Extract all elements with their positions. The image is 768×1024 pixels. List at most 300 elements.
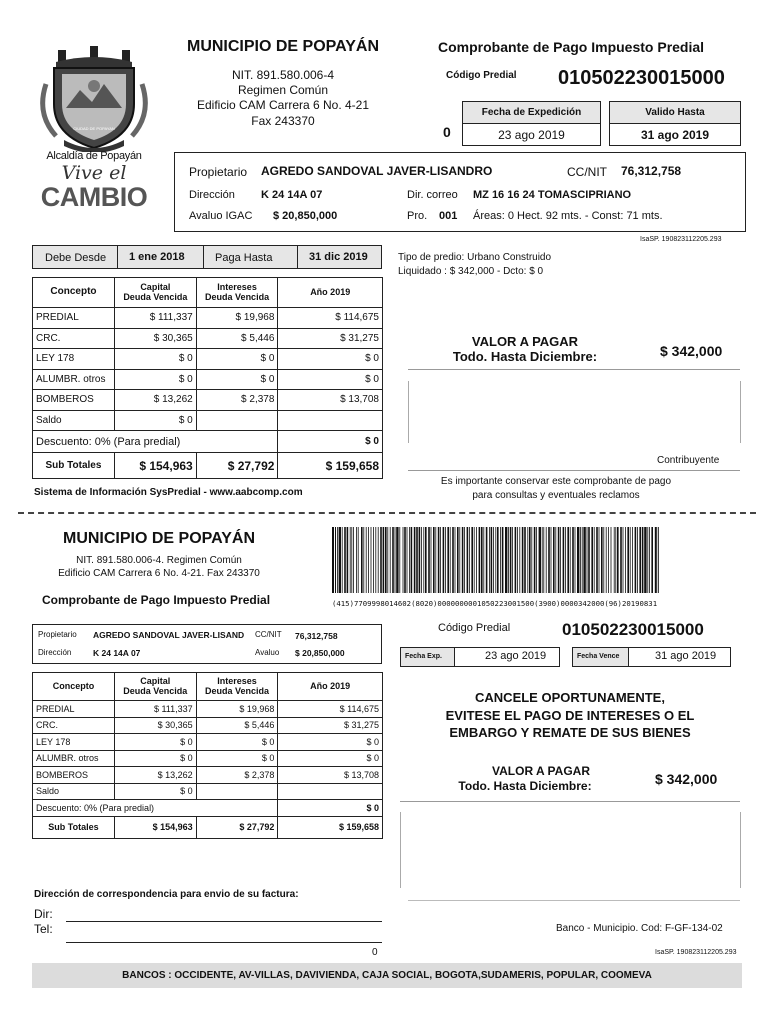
cell: $ 19,968	[196, 701, 278, 718]
avaluo-label: Avaluo IGAC	[189, 210, 253, 222]
table-row	[33, 369, 383, 390]
barcode-bar	[428, 527, 430, 593]
barcode-bar	[603, 527, 604, 593]
barcode-bar	[469, 527, 470, 593]
barcode-bar	[647, 527, 648, 593]
row-label: Saldo	[33, 410, 115, 431]
barcode-bar	[553, 527, 555, 593]
barcode-bar	[464, 527, 465, 593]
barcode-bar	[459, 527, 460, 593]
barcode-bar	[567, 527, 569, 593]
barcode-bar	[495, 527, 496, 593]
barcode-bar	[565, 527, 566, 593]
table-row	[33, 390, 383, 411]
subtotal-capital: $ 154,963	[114, 816, 196, 838]
barcode-bar	[543, 527, 544, 593]
vive-label: Vive el	[61, 162, 127, 184]
barcode-bar	[591, 527, 593, 593]
row-label: PREDIAL	[33, 308, 115, 329]
banco-code: Banco - Municipio. Cod: F-GF-134-02	[556, 923, 723, 934]
fecha-exp-label: Fecha de Expedición	[463, 102, 600, 124]
barcode	[330, 527, 740, 597]
liquidacion-table-bottom	[32, 672, 383, 839]
barcode-bar	[583, 527, 585, 593]
barcode-bar	[368, 527, 369, 593]
barcode-bar	[476, 527, 477, 593]
cell: $ 0	[196, 734, 278, 751]
barcode-bar	[599, 527, 600, 593]
barcode-bar	[380, 527, 382, 593]
subtotal-capital: $ 154,963	[114, 453, 196, 479]
barcode-bar	[450, 527, 451, 593]
barcode-bar	[403, 527, 404, 593]
zero-bottom: 0	[372, 947, 378, 958]
barcode-bar	[601, 527, 603, 593]
barcode-bar	[440, 527, 441, 593]
barcode-bar	[489, 527, 490, 593]
bancos-footer: BANCOS : OCCIDENTE, AV-VILLAS, DAVIVIENDA, CAJA SOCIAL, BOGOTA,SUDAMERIS, POPULAR, COOMEVA	[32, 963, 742, 988]
barcode-bar	[536, 527, 537, 593]
barcode-bar	[582, 527, 583, 593]
cell: $ 0	[196, 369, 278, 390]
barcode-bar	[627, 527, 629, 593]
barcode-bar	[416, 527, 418, 593]
barcode-bar	[404, 527, 406, 593]
cell: $ 5,446	[196, 328, 278, 349]
cell: $ 114,675	[278, 701, 383, 718]
barcode-bar	[548, 527, 550, 593]
cell: $ 0	[196, 349, 278, 370]
barcode-bar	[637, 527, 638, 593]
cell: $ 31,275	[278, 717, 383, 734]
descuento-label: Descuento: 0% (Para predial)	[33, 800, 278, 817]
fecha-expedicion-box	[462, 101, 601, 146]
table-header	[33, 673, 383, 701]
cell: $ 111,337	[114, 701, 196, 718]
barcode-bar	[356, 527, 357, 593]
fecha-exp-box-bottom	[400, 647, 560, 667]
shield-text: CIUDAD DE POPAYAN	[73, 126, 115, 131]
barcode-bar	[431, 527, 432, 593]
barcode-bar	[534, 527, 536, 593]
cambio-label: CAMBIO	[40, 182, 148, 212]
propietario-value: AGREDO SANDOVAL JAVER-LISANDRO	[261, 164, 493, 178]
barcode-bar	[508, 527, 509, 593]
barcode-bar	[390, 527, 391, 593]
coat-of-arms-icon	[36, 44, 152, 152]
subtotal-anio: $ 159,658	[278, 453, 383, 479]
direccion-correspondencia: Dirección de correspondencia para envio de su factura:	[34, 889, 299, 900]
barcode-bar	[358, 527, 359, 593]
barcode-bar	[623, 527, 624, 593]
barcode-bar	[522, 527, 524, 593]
divider	[400, 801, 740, 802]
codigo-label: Código Predial	[446, 70, 517, 81]
paga-value: 31 dic 2019	[309, 251, 368, 263]
importante: Es importante conservar este comprobante de pago	[440, 476, 672, 487]
fecha-vence-box-bottom	[572, 647, 731, 667]
doc-title-bottom: Comprobante de Pago Impuesto Predial	[42, 593, 271, 607]
barcode-bar	[344, 527, 346, 593]
divider	[408, 381, 409, 443]
cell: $ 30,365	[114, 328, 196, 349]
row-label: LEY 178	[33, 349, 115, 370]
barcode-bar	[529, 527, 531, 593]
cell: $ 114,675	[278, 308, 383, 329]
barcode-bar	[639, 527, 641, 593]
ccnit-value: 76,312,758	[295, 631, 338, 641]
barcode-bar	[455, 527, 456, 593]
barcode-bar	[435, 527, 436, 593]
edificio-bottom: Edificio CAM Carrera 6 No. 4-21. Fax 243370	[58, 568, 260, 579]
col-concepto: Concepto	[33, 278, 115, 308]
cell: $ 0	[114, 783, 196, 800]
barcode-bar	[524, 527, 526, 593]
contribuyente-label: Contribuyente	[657, 455, 720, 466]
period-divider	[297, 246, 298, 268]
subtotal-label: Sub Totales	[33, 453, 115, 479]
cell: $ 0	[278, 750, 383, 767]
barcode-bar	[493, 527, 494, 593]
subtotal-anio: $ 159,658	[278, 816, 383, 838]
cell	[278, 783, 383, 800]
barcode-bar	[423, 527, 424, 593]
cell	[196, 410, 278, 431]
table-row	[33, 750, 383, 767]
period-row	[32, 245, 382, 269]
cell: $ 0	[278, 369, 383, 390]
barcode-bar	[383, 527, 385, 593]
cell	[196, 783, 278, 800]
col-anio: Año 2019	[278, 673, 383, 701]
barcode-bar	[373, 527, 374, 593]
barcode-bar	[644, 527, 646, 593]
sistema-label: Sistema de Información SysPredial - www.aabcomp.com	[34, 487, 303, 498]
barcode-bar	[471, 527, 473, 593]
cell: $ 19,968	[196, 308, 278, 329]
table-row	[33, 410, 383, 431]
ccnit-label: CC/NIT	[255, 630, 282, 639]
barcode-bar	[411, 527, 413, 593]
row-label: BOMBEROS	[33, 767, 115, 784]
valor-label-2: Todo. Hasta Diciembre:	[452, 349, 598, 364]
barcode-bar	[419, 527, 421, 593]
barcode-bar	[385, 527, 387, 593]
cell: $ 13,262	[114, 767, 196, 784]
dir-field[interactable]	[66, 921, 382, 922]
barcode-bar	[395, 527, 396, 593]
codigo-value: 010502230015000	[558, 67, 725, 89]
barcode-bar	[577, 527, 579, 593]
barcode-bar	[378, 527, 379, 593]
barcode-bar	[491, 527, 493, 593]
barcode-bar	[399, 527, 400, 593]
barcode-bar	[527, 527, 528, 593]
barcode-bar	[594, 527, 595, 593]
col-intereses: Intereses Deuda Vencida	[196, 278, 278, 308]
zero-label: 0	[443, 124, 451, 140]
cell: $ 13,708	[278, 767, 383, 784]
barcode-bar	[414, 527, 416, 593]
barcode-bar	[351, 527, 352, 593]
logo	[36, 44, 152, 216]
barcode-bar	[407, 527, 408, 593]
valor-amount-bottom: $ 342,000	[655, 771, 718, 787]
row-label: CRC.	[33, 717, 115, 734]
barcode-bar	[474, 527, 475, 593]
divider	[740, 812, 741, 888]
row-label: BOMBEROS	[33, 390, 115, 411]
barcode-bar	[481, 527, 483, 593]
direccion-value: K 24 14A 07	[93, 648, 141, 658]
barcode-bar	[467, 527, 469, 593]
subtotal-intereses: $ 27,792	[196, 816, 278, 838]
subtotal-label: Sub Totales	[33, 816, 115, 838]
row-label: CRC.	[33, 328, 115, 349]
barcode-bar	[396, 527, 398, 593]
barcode-bar	[350, 527, 351, 593]
cell: $ 5,446	[196, 717, 278, 734]
barcode-bar	[371, 527, 372, 593]
cell: $ 0	[114, 349, 196, 370]
descuento-row	[33, 431, 383, 453]
subtotal-intereses: $ 27,792	[196, 453, 278, 479]
row-label: ALUMBR. otros	[33, 369, 115, 390]
table-row	[33, 328, 383, 349]
dir-label: Dir:	[34, 907, 53, 921]
barcode-bar	[658, 527, 659, 593]
barcode-bar	[392, 527, 394, 593]
debe-label: Debe Desde	[45, 252, 107, 264]
barcode-bar	[337, 527, 338, 593]
propietario-label: Propietario	[38, 630, 77, 639]
cell: $ 0	[114, 750, 196, 767]
barcode-bar	[332, 527, 334, 593]
barcode-bar	[551, 527, 552, 593]
barcode-bar	[570, 527, 571, 593]
row-label: LEY 178	[33, 734, 115, 751]
cell: $ 2,378	[196, 390, 278, 411]
barcode-text: (415)7709998014602(8020)0000000001050223001500(3900)0000342000(96)20190831	[332, 599, 658, 608]
barcode-bar	[563, 527, 565, 593]
subtotal-row	[33, 453, 383, 479]
barcode-bar	[457, 527, 459, 593]
liquidacion-table	[32, 277, 383, 479]
cell: $ 111,337	[114, 308, 196, 329]
tipo-predio: Tipo de predio: Urbano Construido	[398, 252, 552, 263]
table-row	[33, 734, 383, 751]
barcode-bar	[655, 527, 657, 593]
cell	[278, 410, 383, 431]
table-header	[33, 278, 383, 308]
barcode-bar	[539, 527, 541, 593]
barcode-bar	[620, 527, 622, 593]
table-row	[33, 783, 383, 800]
barcode-bar	[500, 527, 501, 593]
direccion-label: Dirección	[38, 648, 72, 657]
fecha-vence-value-bottom: 31 ago 2019	[655, 650, 717, 662]
col-anio: Año 2019	[278, 278, 383, 308]
pro-label: Pro.	[407, 210, 428, 222]
barcode-bar	[596, 527, 598, 593]
municipio-title: MUNICIPIO DE POPAYÁN	[186, 38, 380, 55]
divider	[408, 369, 740, 370]
fecha-exp-label-bottom: Fecha Exp.	[401, 648, 455, 666]
barcode-bar	[606, 527, 607, 593]
barcode-bar	[519, 527, 520, 593]
barcode-bar	[353, 527, 354, 593]
col-concepto: Concepto	[33, 673, 115, 701]
avaluo-value: $ 20,850,000	[273, 210, 338, 222]
barcode-bar	[510, 527, 512, 593]
barcode-bar	[425, 527, 427, 593]
barcode-bar	[555, 527, 556, 593]
barcode-bar	[642, 527, 644, 593]
table-row	[33, 717, 383, 734]
barcode-bar	[342, 527, 343, 593]
cell: $ 0	[114, 734, 196, 751]
barcode-bar	[608, 527, 609, 593]
owner-box-bottom	[32, 624, 382, 664]
cancele-line-3: EMBARGO Y REMATE DE SUS BIENES	[449, 725, 691, 740]
divider	[408, 470, 740, 471]
barcode-bar	[339, 527, 341, 593]
table-row	[33, 767, 383, 784]
fecha-vence-label-bottom: Fecha Vence	[573, 648, 629, 666]
barcode-bar	[366, 527, 367, 593]
col-intereses: Intereses Deuda Vencida	[196, 673, 278, 701]
pro-value: 001	[439, 210, 458, 222]
valor-label-1-bottom: VALOR A PAGAR	[492, 764, 590, 778]
tel-label: Tel:	[34, 922, 53, 936]
valido-hasta-box	[609, 101, 741, 146]
ccnit-label: CC/NIT	[567, 165, 607, 179]
col-capital: Capital Deuda Vencida	[114, 278, 196, 308]
barcode-bar	[649, 527, 650, 593]
propietario-value: AGREDO SANDOVAL JAVER-LISAND	[93, 630, 245, 640]
cell: $ 0	[196, 750, 278, 767]
barcode-bar	[335, 527, 336, 593]
descuento-row	[33, 800, 383, 817]
descuento-value: $ 0	[278, 800, 383, 817]
barcode-bar	[502, 527, 504, 593]
barcode-bar	[347, 527, 349, 593]
table-row	[33, 349, 383, 370]
nit: NIT. 891.580.006-4	[231, 68, 335, 82]
barcode-bar	[512, 527, 513, 593]
barcode-bar	[433, 527, 435, 593]
avaluo-label: Avaluo	[255, 648, 280, 657]
barcode-bar	[614, 527, 615, 593]
barcode-bar	[375, 527, 376, 593]
barcode-bar	[531, 527, 532, 593]
valor-label-1: VALOR A PAGAR	[471, 334, 579, 349]
fecha-exp-value: 23 ago 2019	[498, 128, 565, 142]
municipio-title-bottom: MUNICIPIO DE POPAYÁN	[62, 530, 256, 547]
barcode-bar	[505, 527, 507, 593]
row-label: PREDIAL	[33, 701, 115, 718]
consultas: para consultas y eventuales reclamos	[472, 490, 640, 501]
col-capital: Capital Deuda Vencida	[114, 673, 196, 701]
row-label: Saldo	[33, 783, 115, 800]
valor-amount: $ 342,000	[660, 343, 723, 359]
barcode-bar	[479, 527, 481, 593]
cancele-line-1: CANCELE OPORTUNAMENTE,	[475, 690, 665, 705]
regimen: Regimen Común	[237, 83, 329, 97]
barcode-bar	[421, 527, 422, 593]
barcode-bar	[447, 527, 449, 593]
isasp-top: IsaSP. 190823112205.293	[640, 236, 722, 243]
codigo-value-bottom: 010502230015000	[562, 620, 704, 639]
liquidado: Liquidado : $ 342,000 - Dcto: $ 0	[398, 266, 544, 277]
cell: $ 0	[114, 369, 196, 390]
direccion-value: K 24 14A 07	[261, 189, 323, 201]
cell: $ 30,365	[114, 717, 196, 734]
descuento-value: $ 0	[278, 431, 383, 453]
barcode-bar	[452, 527, 454, 593]
barcode-bar	[387, 527, 388, 593]
fax: Fax 243370	[251, 114, 315, 128]
valor-label-2-bottom: Todo. Hasta Diciembre:	[458, 779, 592, 793]
dircorreo-label: Dir. correo	[407, 189, 458, 201]
barcode-bar	[483, 527, 484, 593]
cell: $ 2,378	[196, 767, 278, 784]
barcode-bar	[580, 527, 581, 593]
cut-line	[18, 512, 756, 514]
edificio: Edificio CAM Carrera 6 No. 4-21	[196, 98, 370, 112]
divider	[740, 381, 741, 443]
barcode-bar	[546, 527, 547, 593]
barcode-bar	[363, 527, 364, 593]
tel-field[interactable]	[66, 942, 382, 943]
isasp-bottom: IsaSP. 190823112205.293	[655, 949, 737, 956]
dircorreo-value: MZ 16 16 24 TOMASCIPRIANO	[473, 189, 632, 201]
propietario-label: Propietario	[189, 165, 248, 179]
valido-label: Valido Hasta	[610, 102, 740, 124]
fecha-exp-value-bottom: 23 ago 2019	[485, 650, 547, 662]
barcode-bar	[611, 527, 612, 593]
cell: $ 0	[278, 349, 383, 370]
barcode-bar	[625, 527, 626, 593]
barcode-bar	[572, 527, 574, 593]
barcode-bar	[517, 527, 518, 593]
barcode-bar	[497, 527, 499, 593]
barcode-bar	[651, 527, 653, 593]
cell: $ 0	[114, 410, 196, 431]
barcode-bar	[635, 527, 637, 593]
barcode-bar	[443, 527, 445, 593]
barcode-bar	[587, 527, 588, 593]
doc-title: Comprobante de Pago Impuesto Predial	[438, 39, 705, 55]
barcode-bar	[560, 527, 561, 593]
barcode-bar	[575, 527, 576, 593]
paga-label: Paga Hasta	[215, 252, 273, 264]
barcode-bar	[486, 527, 488, 593]
period-divider	[117, 246, 118, 268]
barcode-bar	[438, 527, 440, 593]
barcode-bar	[542, 527, 543, 593]
barcode-bar	[445, 527, 446, 593]
barcode-bar	[588, 527, 590, 593]
alcaldia-label: Alcaldía de Popayán	[46, 150, 142, 162]
codigo-label-bottom: Código Predial	[438, 622, 511, 634]
row-label: ALUMBR. otros	[33, 750, 115, 767]
cell: $ 31,275	[278, 328, 383, 349]
debe-value: 1 ene 2018	[129, 251, 185, 263]
subtotal-row	[33, 816, 383, 838]
divider	[400, 812, 401, 888]
nit-bottom: NIT. 891.580.006-4. Regimen Común	[76, 555, 242, 566]
